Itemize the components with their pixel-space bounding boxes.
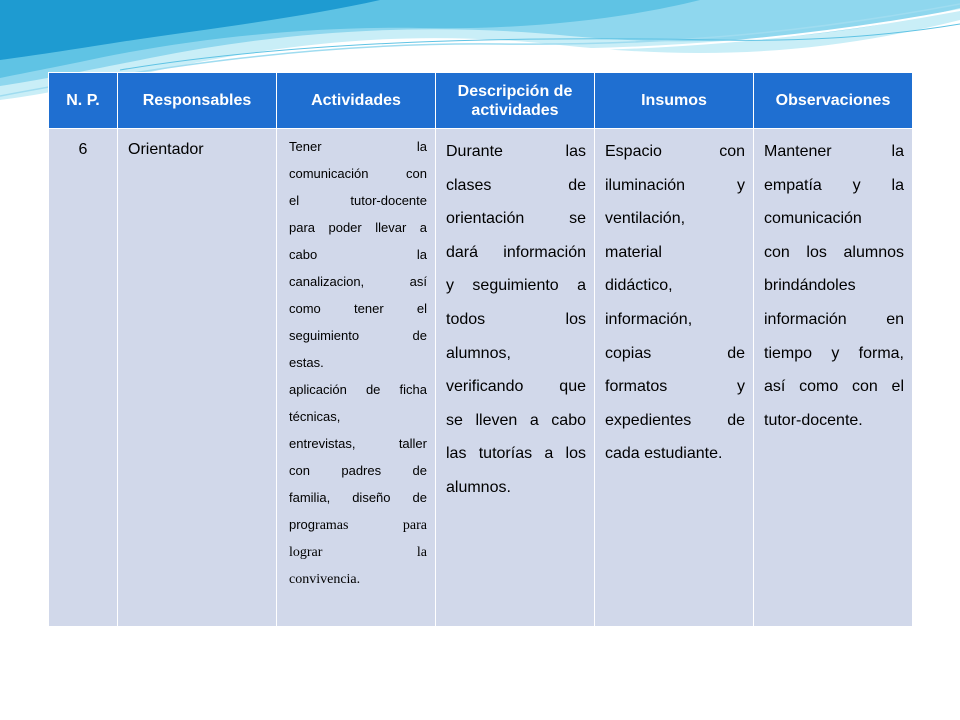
header-responsables: Responsables xyxy=(118,73,277,129)
descripcion-line: las tutorías a los xyxy=(446,445,586,463)
descripcion-line: clases de xyxy=(446,176,586,194)
actividades-serif-line: lograr la xyxy=(289,545,427,560)
activities-table-container xyxy=(48,72,912,627)
actividades-line: cabo la xyxy=(289,247,427,262)
header-actividades: Actividades xyxy=(277,73,436,129)
header-np: N. P. xyxy=(49,73,118,129)
cell-observaciones xyxy=(754,129,913,627)
header-insumos: Insumos xyxy=(595,73,754,129)
observaciones-line: tutor-docente. xyxy=(764,411,863,429)
actividades-line: entrevistas, taller xyxy=(289,436,427,451)
cell-actividades xyxy=(277,129,436,627)
actividades-line: comunicación con xyxy=(289,166,427,181)
observaciones-line: comunicación xyxy=(764,210,862,228)
header-observaciones: Observaciones xyxy=(754,73,913,129)
observaciones-line: con los alumnos xyxy=(764,243,904,261)
actividades-line: canalizacion, así xyxy=(289,274,427,289)
descripcion-line: alumnos, xyxy=(446,344,511,362)
actividades-line: con padres de xyxy=(289,463,427,478)
actividades-line: como tener el xyxy=(289,301,427,316)
actividades-line: Tener la xyxy=(289,139,427,154)
actividades-mixed-line xyxy=(289,511,427,539)
actividades-line: para poder llevar a xyxy=(289,220,427,235)
observaciones-line: tiempo y forma, xyxy=(764,344,904,362)
header-descripcion: Descripción de actividades xyxy=(436,73,595,129)
cell-responsables: Orientador xyxy=(118,129,277,627)
insumos-line: ventilación, xyxy=(605,210,686,228)
descripcion-line: y seguimiento a xyxy=(446,277,586,295)
insumos-line: iluminación y xyxy=(605,176,745,194)
descripcion-line: alumnos. xyxy=(446,478,511,496)
cell-np: 6 xyxy=(49,129,118,627)
actividades-serif-part: ramas para xyxy=(315,518,427,533)
cell-descripcion xyxy=(436,129,595,627)
descripcion-line: todos los xyxy=(446,310,586,328)
insumos-line: didáctico, xyxy=(605,277,673,295)
insumos-line: material xyxy=(605,243,662,261)
actividades-line: técnicas, xyxy=(289,409,341,424)
insumos-line: Espacio con xyxy=(605,143,745,160)
observaciones-line: brindándoles xyxy=(764,277,856,295)
insumos-line: copias de xyxy=(605,344,745,362)
actividades-serif-line: convivencia. xyxy=(289,572,361,587)
descripcion-line: dará información xyxy=(446,243,586,261)
actividades-line: familia, diseño de xyxy=(289,490,427,505)
activities-table xyxy=(48,72,913,627)
insumos-line: información, xyxy=(605,310,693,328)
table-header-row xyxy=(49,73,913,129)
descripcion-line: verificando que xyxy=(446,378,586,396)
observaciones-line: así como con el xyxy=(764,378,904,396)
actividades-line: el tutor-docente xyxy=(289,193,427,208)
observaciones-line: información en xyxy=(764,310,904,328)
observaciones-line: empatía y la xyxy=(764,176,904,194)
table-row xyxy=(49,129,913,627)
descripcion-line: orientación se xyxy=(446,210,586,228)
actividades-mixed-prefix: prog xyxy=(289,517,316,532)
descripcion-line: se lleven a cabo xyxy=(446,411,586,429)
actividades-line: aplicación de ficha xyxy=(289,382,427,397)
insumos-line: expedientes de xyxy=(605,411,745,429)
insumos-line: formatos y xyxy=(605,378,745,396)
cell-insumos xyxy=(595,129,754,627)
actividades-line: seguimiento de xyxy=(289,328,427,343)
descripcion-line: Durante las xyxy=(446,143,586,160)
insumos-line: cada estudiante. xyxy=(605,445,723,463)
actividades-line: estas. xyxy=(289,355,324,370)
observaciones-line: Mantener la xyxy=(764,143,904,160)
